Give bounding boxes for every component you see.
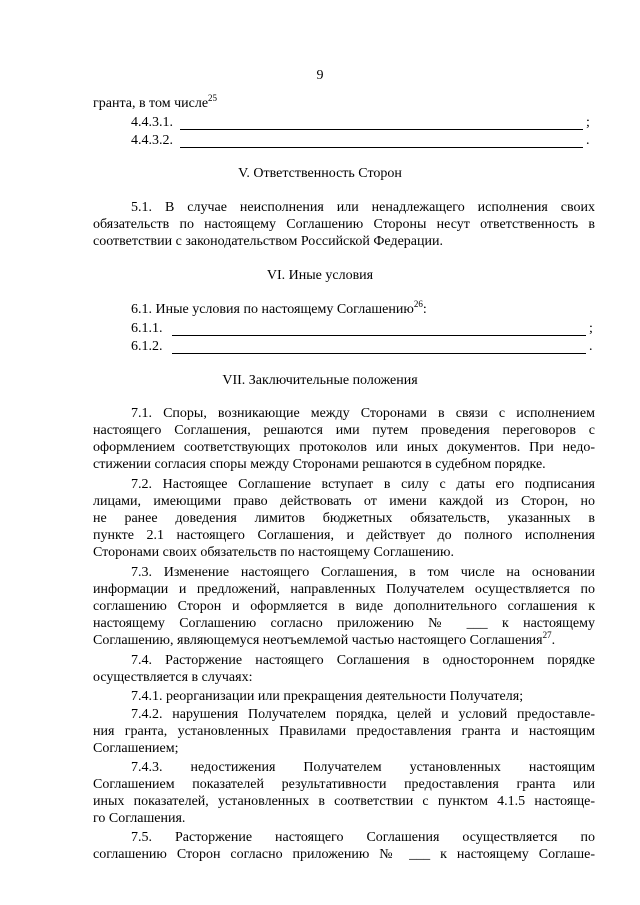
blank-line-611 [172, 335, 586, 336]
paragraph-line: оформлением соответствующих протоколов или иных документов. При недо- [93, 440, 595, 455]
paragraph-line: соответствии с законодательством Российской Федерации. [93, 234, 443, 249]
paragraph-line: осуществляется в случаях: [93, 670, 253, 685]
paragraph-line: соглашению Сторон согласно приложению № ___ к настоящему Соглаше- [93, 847, 595, 862]
paragraph-line: 7.4. Расторжение настоящего Соглашения в одностороннем порядке [131, 653, 595, 668]
paragraph-line: обязательств по настоящему Соглашению Стороны несут ответственность в [93, 217, 595, 232]
paragraph-line: 5.1. В случае неисполнения или ненадлежащего исполнения своих [131, 200, 595, 215]
item-4431-end: ; [586, 115, 590, 130]
grant-intro-text: гранта, в том числе [93, 96, 209, 111]
paragraph-line: ния гранта, установленных Правилами предоставления гранта и настоящим [93, 724, 595, 739]
paragraph-line: информации и предложений, направленных Получателем осуществляется по [93, 582, 595, 597]
paragraph-6-1-colon: : [422, 302, 427, 317]
paragraph-line [93, 630, 556, 649]
paragraph-line: 7.1. Споры, возникающие между Сторонами в связи с исполнением [131, 406, 595, 421]
item-4431-label: 4.4.3.1. [131, 115, 173, 130]
paragraph-line: лицами, имеющими право действовать от имени каждой из Сторон, но [93, 494, 595, 509]
paragraph-line: Соглашением показателей результативности предоставления гранта или [93, 777, 595, 792]
paragraph-line: 7.3. Изменение настоящего Соглашения, в том числе на основании [131, 565, 595, 580]
footnote-ref-26: 26 [413, 299, 423, 309]
paragraph-line: 7.4.3. недостижения Получателем установленных настоящим [131, 760, 595, 775]
paragraph-line: настоящего Соглашения, решаются ими путем проведения переговоров с [93, 423, 595, 438]
item-4432-end: . [586, 133, 590, 148]
paragraph-line-text: Соглашению, являющемуся неотъемлемой частью настоящего Соглашения [93, 633, 543, 648]
paragraph-line-end: . [551, 633, 556, 648]
section-heading-v: V. Ответственность Сторон [238, 166, 402, 181]
paragraph-line: не ранее доведения лимитов бюджетных обязательств, указанных в [93, 511, 595, 526]
blank-line-4431 [180, 129, 583, 130]
paragraph-line: соглашению Сторон и оформляется в виде дополнительного соглашения к [93, 599, 595, 614]
paragraph-line: Сторонами своих обязательств по настоящему Соглашению. [93, 545, 454, 560]
blank-line-612 [172, 353, 586, 354]
footnote-ref-27: 27 [542, 630, 552, 640]
paragraph-line: настоящему Соглашению согласно приложению № ___ к настоящему [93, 616, 595, 631]
paragraph-6-1-text: 6.1. Иные условия по настоящему Соглашению [131, 302, 414, 317]
item-611-end: ; [589, 321, 593, 336]
section-heading-vii: VII. Заключительные положения [222, 373, 418, 388]
item-612-label: 6.1.2. [131, 339, 163, 354]
paragraph-line: 7.5. Расторжение настоящего Соглашения осуществляется по [131, 830, 595, 845]
footnote-ref-25: 25 [208, 93, 218, 103]
paragraph-line: Соглашением; [93, 741, 179, 756]
item-612-end: . [589, 339, 593, 354]
paragraph-line: 7.2. Настоящее Соглашение вступает в силу с даты его подписания [131, 477, 595, 492]
paragraph-line: го Соглашения. [93, 811, 186, 826]
blank-line-4432 [180, 147, 583, 148]
item-611-label: 6.1.1. [131, 321, 163, 336]
paragraph-line: стижении согласия споры между Сторонами решаются в судебном порядке. [93, 457, 546, 472]
item-4432-label: 4.4.3.2. [131, 133, 173, 148]
section-heading-vi: VI. Иные условия [266, 268, 374, 283]
paragraph-7-4-1: 7.4.1. реорганизации или прекращения деятельности Получателя; [131, 689, 524, 704]
page-number: 9 [316, 68, 324, 83]
paragraph-line: пункте 2.1 настоящего Соглашения, и действует до полного исполнения [93, 528, 595, 543]
grant-intro-line [93, 93, 218, 112]
paragraph-line: 7.4.2. нарушения Получателем порядка, целей и условий предоставле- [131, 707, 595, 722]
paragraph-line: иных показателей, установленных в соответствии с пунктом 4.1.5 настояще- [93, 794, 595, 809]
paragraph-6-1 [131, 299, 427, 318]
